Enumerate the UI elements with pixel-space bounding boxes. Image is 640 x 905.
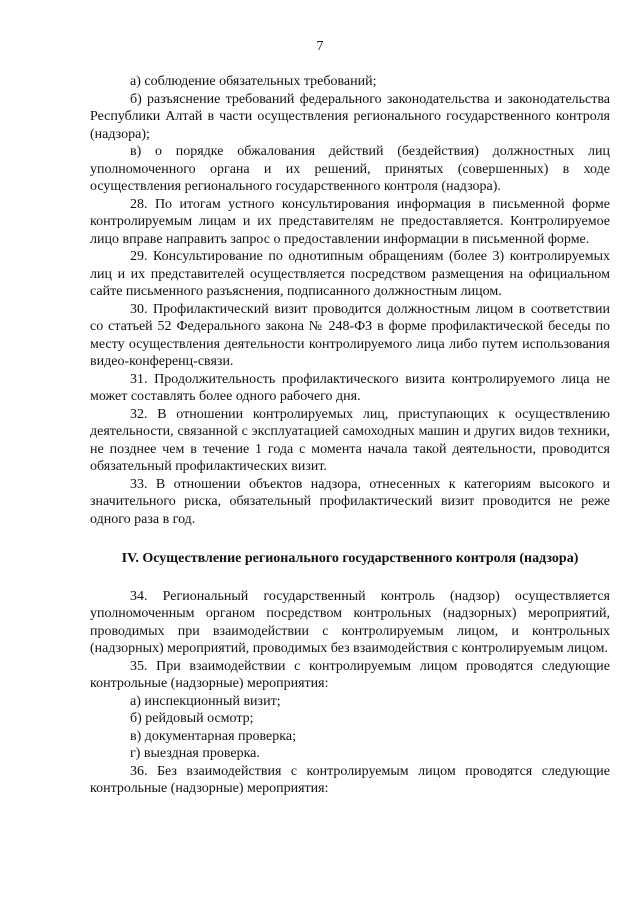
list-item-v: в) о порядке обжалования действий (бездействия) должностных лиц уполномоченного органа и их решений, принятых (совершенных) в ходе осуществления регионального государственного контроля (надзора). <box>90 144 610 194</box>
paragraph-36: 36. Без взаимодействия с контролируемым лицом проводятся следующие контрольные (надзорные) мероприятия: <box>90 763 610 796</box>
paragraph-33: 33. В отношении объектов надзора, отнесенных к категориям высокого и значительного риска, обязательный профилактический визит проводится не реже одного раза в год. <box>90 476 610 527</box>
section-heading: IV. Осуществление регионального государственного контроля (надзора) <box>121 551 579 566</box>
page-number: 7 <box>316 39 324 54</box>
paragraph-29: 29. Консультирование по однотипным обращениям (более 3) контролируемых лиц и их представителей осуществляется посредством размещения на официальном сайте письменного разъяснения, подписанного должностным лицом. <box>90 249 610 299</box>
list-item-a: а) соблюдение обязательных требований; <box>130 74 377 89</box>
paragraph-32: 32. В отношении контролируемых лиц, приступающих к осуществлению деятельности, связанной с эксплуатацией самоходных машин и других видов техники, не позднее чем в течение 1 года с момента начала такой деятельности, проводится обязательный профилактических визит. <box>90 406 610 474</box>
paragraph-30: 30. Профилактический визит проводится должностным лицом в соответствии со статьей 52 Федерального закона № 248-ФЗ в форме профилактической беседы по месту осуществления деятельности контролируемого лица либо путем использования видео-конференц-связи. <box>90 301 610 369</box>
document-body <box>90 73 610 798</box>
paragraph-35: 35. При взаимодействии с контролируемым лицом проводятся следующие контрольные (надзорные) мероприятия: <box>90 658 610 691</box>
paragraph-31: 31. Продолжительность профилактического визита контролируемого лица не может составлять более одного рабочего дня. <box>90 371 610 404</box>
list-item-b-2: б) рейдовый осмотр; <box>130 711 254 726</box>
list-item-b: б) разъяснение требований федерального законодательства и законодательства Республики Алтай в части осуществления регионального государственного контроля (надзора); <box>90 91 610 142</box>
paragraph-28: 28. По итогам устного консультирования информация в письменной форме контролируемым лицам и их представителям не предоставляется. Контролируемое лицо вправе направить запрос о предоставлении информации в письменной форме. <box>90 196 610 247</box>
paragraph-34: 34. Региональный государственный контроль (надзор) осуществляется уполномоченным органом посредством контрольных (надзорных) мероприятий, проводимых при взаимодействии с контролируемым лицом, и контрольных (надзорных) мероприятий, проводимых без взаимодействия с контролируемым лицом. <box>90 588 610 656</box>
list-item-v-2: в) документарная проверка; <box>130 728 296 744</box>
list-item-g-2: г) выездная проверка. <box>130 746 260 761</box>
list-item-a-2: а) инспекционный визит; <box>130 693 281 709</box>
